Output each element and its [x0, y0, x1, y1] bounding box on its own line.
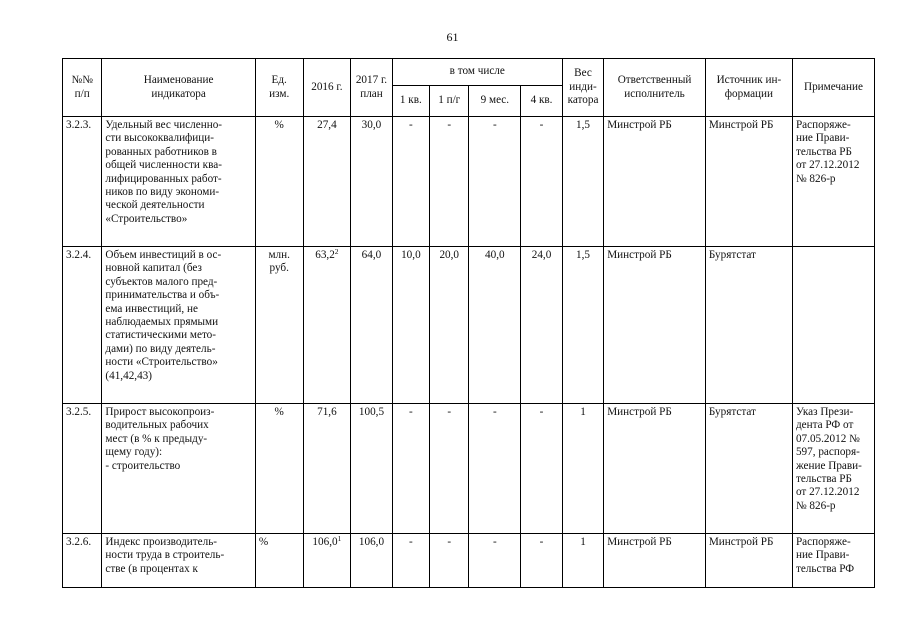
row-source: Бурятстат: [705, 404, 792, 534]
row-q1-value: -: [392, 534, 429, 588]
row-2016-footnote: 1: [337, 534, 342, 543]
row-2016-number: 27,4: [317, 119, 337, 131]
row-2016-value: [303, 404, 351, 534]
row-executor: Минстрой РБ: [604, 404, 706, 534]
row-weight: 1,5: [562, 117, 603, 247]
row-source: Бурятстат: [705, 247, 792, 404]
row-num: 3.2.6.: [63, 534, 102, 588]
header-2016: 2016 г.: [303, 59, 351, 117]
row-source: Минстрой РБ: [705, 117, 792, 247]
row-note: Распоряже- ние Прави- тельства РФ: [792, 534, 874, 588]
header-executor: Ответственный исполнитель: [604, 59, 706, 117]
row-2017-value: 30,0: [351, 117, 392, 247]
indicators-table: [62, 58, 875, 588]
row-2016-number: 106,0: [312, 536, 338, 548]
header-9m: 9 мес.: [469, 86, 521, 117]
row-unit: %: [255, 534, 303, 588]
row-2017-value: 106,0: [351, 534, 392, 588]
header-in-total: в том числе: [392, 59, 562, 86]
row-indicator-name: Индекс производитель- ности труда в строитель- стве (в процентах к: [102, 534, 255, 588]
row-h1-value: -: [430, 534, 469, 588]
row-executor: Минстрой РБ: [604, 534, 706, 588]
table-header-row: [63, 59, 875, 86]
header-source: Источник ин- формации: [705, 59, 792, 117]
row-2016-value: [303, 534, 351, 588]
header-num: №№ п/п: [63, 59, 102, 117]
row-q4-value: -: [521, 117, 563, 247]
row-weight: 1,5: [562, 247, 603, 404]
row-note: [792, 247, 874, 404]
header-h1: 1 п/г: [430, 86, 469, 117]
row-q1-value: -: [392, 404, 429, 534]
row-2016-value: [303, 117, 351, 247]
row-2017-value: 100,5: [351, 404, 392, 534]
row-h1-value: -: [430, 117, 469, 247]
row-9m-value: -: [469, 534, 521, 588]
table-row: [63, 247, 875, 404]
row-unit: млн. руб.: [255, 247, 303, 404]
header-q4: 4 кв.: [521, 86, 563, 117]
table-row: [63, 404, 875, 534]
row-executor: Минстрой РБ: [604, 247, 706, 404]
row-executor: Минстрой РБ: [604, 117, 706, 247]
row-note: Распоряже- ние Прави- тельства РБ от 27.12.2012 № 826-р: [792, 117, 874, 247]
row-unit: %: [255, 404, 303, 534]
row-2016-value: [303, 247, 351, 404]
row-h1-value: -: [430, 404, 469, 534]
header-note: Примечание: [792, 59, 874, 117]
row-num: 3.2.5.: [63, 404, 102, 534]
row-indicator-name: Прирост высокопроиз- водительных рабочих мест (в % к предыду- щему году): - строительство: [102, 404, 255, 534]
row-9m-value: -: [469, 404, 521, 534]
row-unit: %: [255, 117, 303, 247]
header-weight: Вес инди- катора: [562, 59, 603, 117]
row-2016-number: 71,6: [317, 406, 337, 418]
header-name: Наименование индикатора: [102, 59, 255, 117]
header-unit: Ед. изм.: [255, 59, 303, 117]
row-q1-value: 10,0: [392, 247, 429, 404]
row-indicator-name: Удельный вес численно- сти высококвалифици- рованных работников в общей численности ква- лифицированных работ- ников по виду экономи- ческой деятельности «Строительство»: [102, 117, 255, 247]
row-weight: 1: [562, 534, 603, 588]
row-h1-value: 20,0: [430, 247, 469, 404]
row-q1-value: -: [392, 117, 429, 247]
row-weight: 1: [562, 404, 603, 534]
row-2016-number: 63,2: [315, 249, 335, 261]
row-source: Минстрой РБ: [705, 534, 792, 588]
row-note: Указ Прези- дента РФ от 07.05.2012 № 597, распоря- жение Прави- тельства РБ от 27.12.2012 № 826-р: [792, 404, 874, 534]
table-row: [63, 534, 875, 588]
row-q4-value: -: [521, 404, 563, 534]
row-2016-footnote: 2: [334, 247, 339, 256]
row-q4-value: -: [521, 534, 563, 588]
header-2017-plan: 2017 г. план: [351, 59, 392, 117]
header-q1: 1 кв.: [392, 86, 429, 117]
page-number: 61: [446, 30, 459, 44]
row-9m-value: 40,0: [469, 247, 521, 404]
table-row: [63, 117, 875, 247]
row-q4-value: 24,0: [521, 247, 563, 404]
row-num: 3.2.4.: [63, 247, 102, 404]
row-2017-value: 64,0: [351, 247, 392, 404]
row-num: 3.2.3.: [63, 117, 102, 247]
row-9m-value: -: [469, 117, 521, 247]
row-indicator-name: Объем инвестиций в ос- новной капитал (без субъектов малого пред- принимательства и объ- ема инвестиций, не наблюдаемых прямыми статистическими мето- дами) по виду деятель- ности «Строительство» (41,42,43): [102, 247, 255, 404]
